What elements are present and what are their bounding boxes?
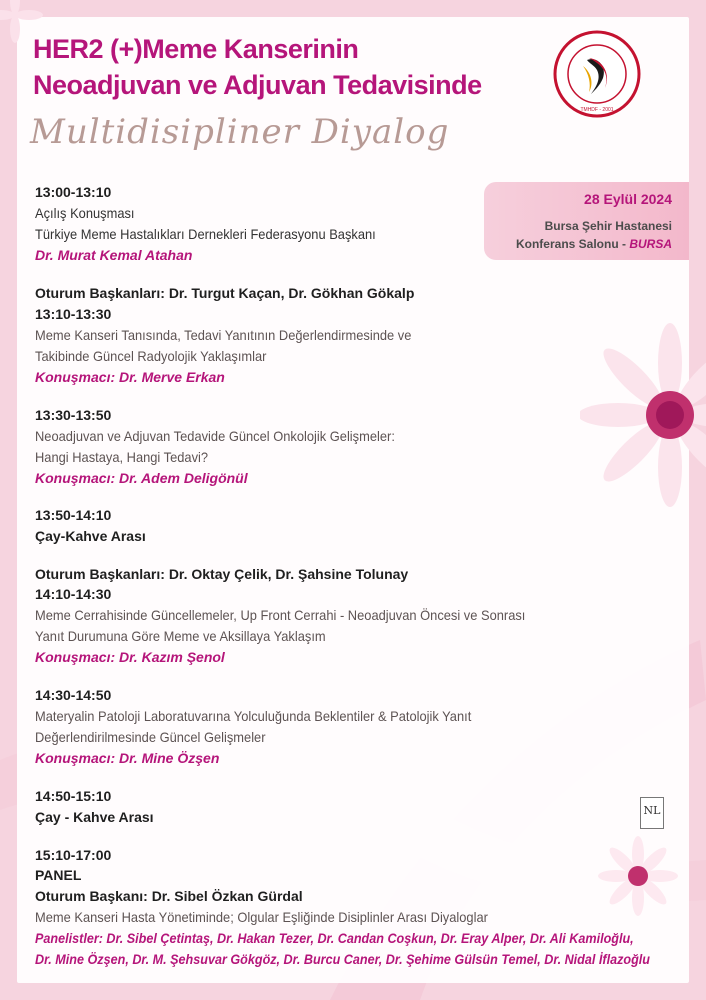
break-time: 14:50-15:10 [35, 788, 112, 804]
panel-title: PANEL [35, 867, 82, 883]
session-title: Takibinde Güncel Radyolojik Yaklaşımlar [35, 348, 267, 364]
panel-chair: Oturum Başkanı: Dr. Sibel Özkan Gürdal [35, 888, 303, 904]
session-time: 13:30-13:50 [35, 407, 112, 423]
page-subtitle: Multidisipliner Diyalog [30, 112, 450, 152]
break-time: 13:50-14:10 [35, 507, 112, 523]
federation-logo-seal [553, 30, 641, 118]
session-speaker: Konuşmacı: Dr. Kazım Şenol [35, 649, 225, 665]
event-city: BURSA [629, 237, 672, 251]
large-flower-decoration [580, 320, 706, 510]
session-time: 13:10-13:30 [35, 306, 112, 322]
session-description: Türkiye Meme Hastalıkları Dernekleri Federasyonu Başkanı [35, 226, 376, 242]
session-chairs: Oturum Başkanları: Dr. Turgut Kaçan, Dr. Gökhan Gökalp [35, 285, 415, 301]
break-title: Çay-Kahve Arası [35, 528, 146, 544]
session-title: Neoadjuvan ve Adjuvan Tedavide Güncel Onkolojik Gelişmeler: [35, 428, 395, 444]
event-date: 28 Eylül 2024 [584, 191, 672, 207]
break-title: Çay - Kahve Arası [35, 809, 154, 825]
session-title: Yanıt Durumuna Göre Meme ve Aksillaya Yaklaşım [35, 628, 326, 644]
small-flower-decoration [598, 836, 678, 916]
panel-time: 15:10-17:00 [35, 847, 112, 863]
nl-badge: NL [640, 797, 664, 829]
session-chairs: Oturum Başkanları: Dr. Oktay Çelik, Dr. Şahsine Tolunay [35, 566, 409, 582]
session-speaker: Konuşmacı: Dr. Adem Deligönül [35, 470, 248, 486]
logo-founded-text: TMHDF - 2001 [580, 107, 614, 113]
event-info-box [484, 182, 689, 260]
event-hall-name: Konferans Salonu - [515, 237, 630, 251]
panelists-line1: Panelistler: Dr. Sibel Çetintaş, Dr. Hakan Tezer, Dr. Candan Coşkun, Dr. Eray Alper, Dr. Ali Kamiloğlu, [35, 930, 634, 946]
session-title: Meme Kanseri Tanısında, Tedavi Yanıtının Değerlendirmesinde ve [35, 327, 412, 343]
session-title: Meme Cerrahisinde Güncellemeler, Up Front Cerrahi - Neoadjuvan Öncesi ve Sonrası [35, 607, 526, 623]
panel-topic: Meme Kanseri Hasta Yönetiminde; Olgular Eşliğinde Disiplinler Arası Diyaloglar [35, 909, 488, 925]
session-time: 14:30-14:50 [35, 687, 112, 703]
event-hall [516, 237, 672, 251]
event-venue: Bursa Şehir Hastanesi [544, 219, 672, 233]
page-title-line2: Neoadjuvan ve Adjuvan Tedavisinde [33, 70, 482, 100]
session-speaker: Konuşmacı: Dr. Mine Özşen [35, 750, 220, 766]
session-time: 14:10-14:30 [35, 586, 112, 602]
page-title-line1: HER2 (+)Meme Kanserinin [33, 34, 359, 64]
session-speaker: Dr. Murat Kemal Atahan [35, 247, 193, 263]
session-title: Materyalin Patoloji Laboratuvarına Yolculuğunda Beklentiler & Patolojik Yanıt [35, 708, 472, 724]
panelists-line2: Dr. Mine Özşen, Dr. M. Şehsuvar Gökgöz, Dr. Burcu Caner, Dr. Şehime Gülsün Temel, Dr. Nidal İflazoğlu [35, 951, 650, 967]
session-title: Açılış Konuşması [35, 205, 135, 221]
session-title: Değerlendirilmesinde Güncel Gelişmeler [35, 729, 266, 745]
session-title: Hangi Hastaya, Hangi Tedavi? [35, 449, 209, 465]
session-time: 13:00-13:10 [35, 184, 112, 200]
session-speaker: Konuşmacı: Dr. Merve Erkan [35, 369, 225, 385]
